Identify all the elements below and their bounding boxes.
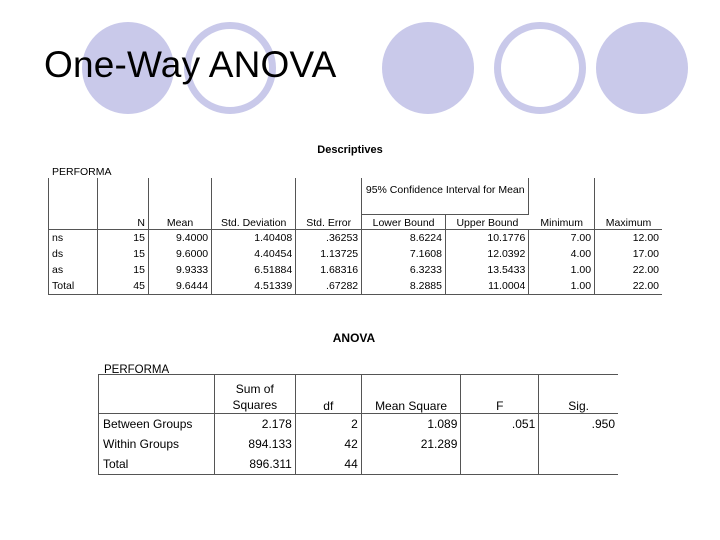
table-cell: 6.51884 — [212, 262, 296, 278]
table-cell: 15 — [98, 230, 149, 247]
table-cell: 15 — [98, 262, 149, 278]
descriptives-table — [48, 178, 662, 295]
anova-col-f: F — [461, 375, 539, 414]
desc-col-std-error: Std. Error — [296, 178, 362, 230]
desc-col-minimum: Minimum — [529, 178, 595, 230]
desc-row-label: ds — [49, 246, 98, 262]
table-cell: 21.289 — [361, 434, 461, 454]
anova-col-sum-of-squares: Sum of Squares — [214, 375, 295, 414]
table-cell: 17.00 — [632, 248, 659, 260]
desc-header-blank-2 — [49, 215, 98, 230]
table-cell: .051 — [461, 414, 539, 435]
table-cell — [539, 434, 618, 454]
table-cell: .36253 — [296, 230, 362, 247]
anova-row-label: Within Groups — [99, 434, 215, 454]
table-row — [49, 230, 663, 247]
anova-row-label: Total — [99, 454, 215, 475]
table-row — [49, 278, 663, 295]
desc-col-lower-bound: Lower Bound — [362, 215, 446, 230]
table-cell: 7.00 — [529, 230, 595, 247]
table-cell: 4.51339 — [212, 278, 296, 295]
descriptives-header-row — [49, 178, 663, 215]
table-cell: 10.1776 — [446, 230, 529, 247]
desc-row-label: Total — [49, 278, 98, 295]
desc-col-upper-bound: Upper Bound — [446, 215, 529, 230]
table-cell: 13.5433 — [446, 262, 529, 278]
desc-col-mean: Mean — [148, 178, 211, 230]
table-cell: 45 — [98, 278, 149, 295]
table-cell: 12.0392 — [446, 246, 529, 262]
table-cell: 1.13725 — [296, 246, 362, 262]
anova-col-df: df — [295, 375, 361, 414]
table-cell: 7.1608 — [362, 246, 446, 262]
table-cell: 9.4000 — [148, 230, 211, 247]
anova-header-row — [99, 375, 619, 414]
desc-col-std-dev: Std. Deviation — [212, 178, 296, 230]
descriptives-title: Descriptives — [317, 144, 383, 156]
table-cell: 1.00 — [529, 278, 595, 295]
table-cell: 15 — [98, 246, 149, 262]
desc-col-maximum: Maximum — [595, 178, 662, 230]
table-cell: 6.3233 — [362, 262, 446, 278]
descriptives-variable: PERFORMA — [52, 166, 112, 176]
table-cell: 896.311 — [214, 454, 295, 475]
decor-circle-5 — [596, 22, 688, 114]
table-cell — [361, 454, 461, 475]
table-cell: 12.00 — [632, 232, 659, 244]
slide-title: One-Way ANOVA — [44, 44, 337, 85]
table-cell: 1.40408 — [212, 230, 296, 247]
table-cell: 9.6000 — [148, 246, 211, 262]
table-cell — [461, 454, 539, 475]
table-row — [49, 246, 663, 262]
table-cell: 4.00 — [529, 246, 595, 262]
anova-row-label: Between Groups — [99, 414, 215, 435]
desc-row-label: ns — [49, 230, 98, 247]
table-row — [99, 434, 619, 454]
table-cell: 9.6444 — [148, 278, 211, 295]
table-cell: 4.40454 — [212, 246, 296, 262]
anova-table — [98, 374, 618, 475]
desc-header-blank — [49, 178, 98, 215]
desc-col-n: N — [98, 178, 149, 230]
anova-title: ANOVA — [332, 331, 376, 345]
decor-circle-4 — [494, 22, 586, 114]
table-cell: 22.00 — [632, 280, 659, 292]
table-row — [99, 414, 619, 435]
table-cell: 1.68316 — [296, 262, 362, 278]
table-cell: 42 — [295, 434, 361, 454]
table-cell: 9.9333 — [148, 262, 211, 278]
table-row — [49, 262, 663, 278]
table-cell: .950 — [591, 417, 615, 431]
desc-row-label: as — [49, 262, 98, 278]
table-cell: 2.178 — [214, 414, 295, 435]
desc-ci-header: 95% Confidence Interval for Mean — [362, 178, 529, 215]
table-cell: 1.00 — [529, 262, 595, 278]
table-cell — [539, 454, 618, 475]
decor-circle-3 — [382, 22, 474, 114]
anova-variable: PERFORMA — [104, 364, 170, 374]
table-cell: 44 — [295, 454, 361, 475]
anova-col-sig: Sig. — [539, 375, 618, 414]
table-cell: 2 — [295, 414, 361, 435]
table-cell: 894.133 — [214, 434, 295, 454]
table-cell: 11.0004 — [446, 278, 529, 295]
table-cell — [461, 434, 539, 454]
anova-header-blank — [99, 375, 215, 414]
table-cell: 8.2885 — [362, 278, 446, 295]
table-cell: 22.00 — [632, 264, 659, 276]
table-cell: 8.6224 — [362, 230, 446, 247]
table-row — [99, 454, 619, 475]
anova-col-mean-square: Mean Square — [361, 375, 461, 414]
table-cell: .67282 — [296, 278, 362, 295]
table-cell: 1.089 — [361, 414, 461, 435]
